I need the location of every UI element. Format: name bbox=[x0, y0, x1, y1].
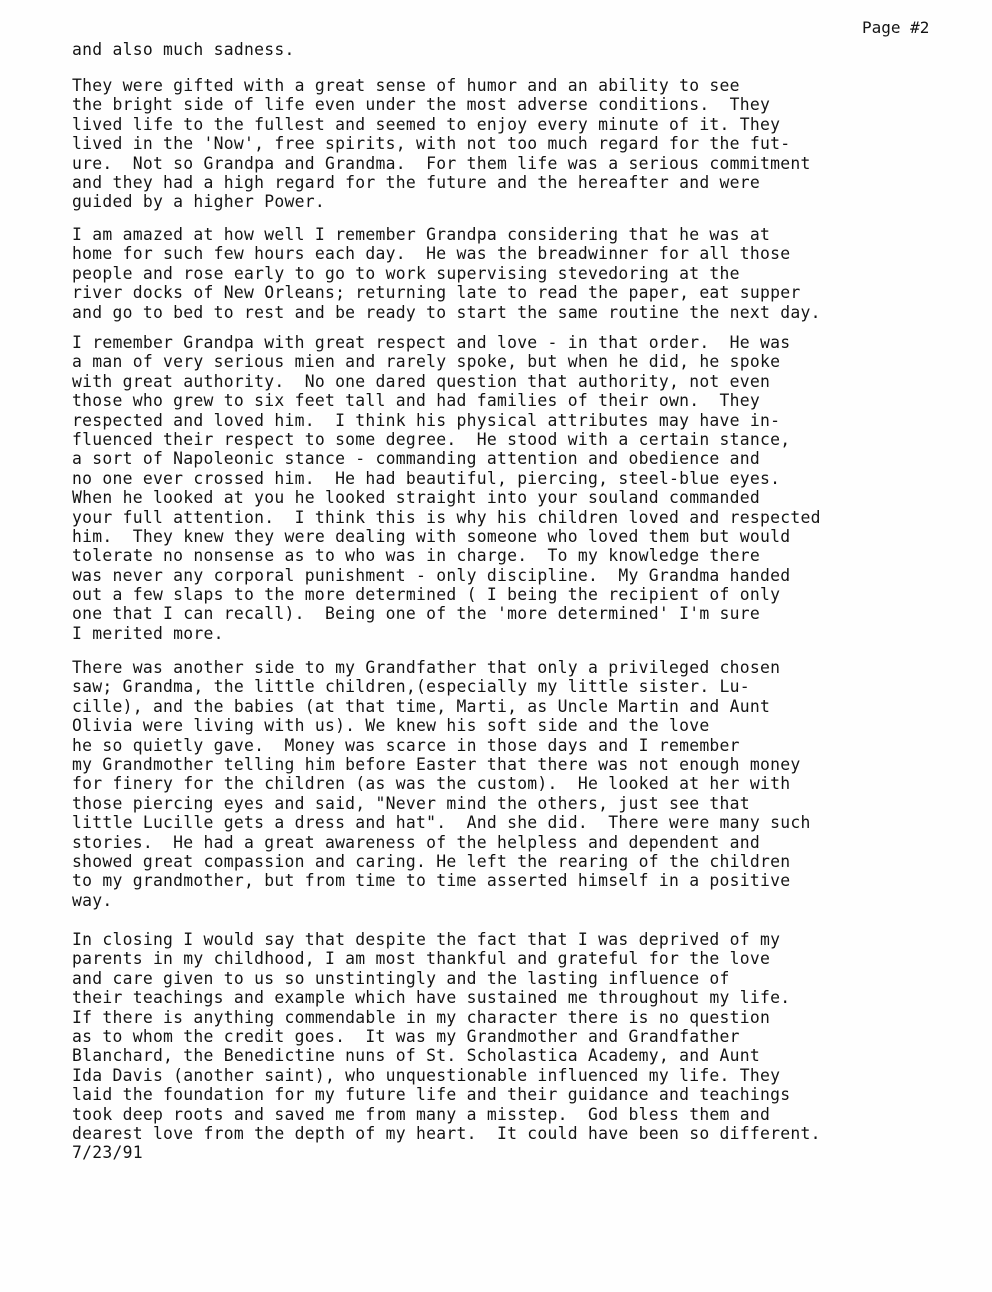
text-line: I merited more. bbox=[72, 623, 224, 643]
page-number: Page #2 bbox=[862, 18, 930, 37]
text-line: for finery for the children (as was the custom). He looked at her with bbox=[72, 774, 791, 794]
text-line: stories. He had a great awareness of the helpless and dependent and bbox=[72, 832, 761, 852]
text-line: the bright side of life even under the most adverse conditions. They bbox=[72, 95, 771, 115]
paragraph-2 bbox=[72, 76, 811, 212]
paragraph-5 bbox=[72, 658, 811, 910]
text-line: respected and loved him. I think his physical attributes may have in- bbox=[72, 410, 781, 430]
text-line: your full attention. I think this is why his children loved and respected bbox=[72, 507, 821, 527]
text-line: I am amazed at how well I remember Grandpa considering that he was at bbox=[72, 225, 771, 244]
text-line: I remember Grandpa with great respect and love - in that order. He was bbox=[72, 333, 791, 352]
text-line: Olivia were living with us). We knew his soft side and the love bbox=[72, 716, 710, 736]
text-line: parents in my childhood, I am most thankful and grateful for the love bbox=[72, 949, 771, 969]
text-line: When he looked at you he looked straight into your souland commanded bbox=[72, 488, 761, 508]
text-line: he so quietly gave. Money was scarce in those days and I remember bbox=[72, 735, 740, 755]
text-line: In closing I would say that despite the fact that I was deprived of my bbox=[72, 930, 781, 949]
text-line: ure. Not so Grandpa and Grandma. For them life was a serious commitment bbox=[72, 153, 811, 173]
text-line: as to whom the credit goes. It was my Grandmother and Grandfather bbox=[72, 1026, 740, 1046]
text-line: those who grew to six feet tall and had families of their own. They bbox=[72, 391, 761, 411]
text-line: little Lucille gets a dress and hat". And she did. There were many such bbox=[72, 813, 811, 833]
paragraph-1 bbox=[72, 40, 295, 59]
paragraph-6 bbox=[72, 930, 821, 1163]
text-line: and they had a high regard for the future and the hereafter and were bbox=[72, 172, 761, 192]
paragraph-4 bbox=[72, 333, 821, 643]
text-line: cille), and the babies (at that time, Marti, as Uncle Martin and Aunt bbox=[72, 696, 771, 716]
text-line: fluenced their respect to some degree. He stood with a certain stance, bbox=[72, 429, 791, 449]
date-line: 7/23/91 bbox=[72, 1143, 143, 1163]
text-line: If there is anything commendable in my character there is no question bbox=[72, 1007, 771, 1027]
text-line: a sort of Napoleonic stance - commanding attention and obedience and bbox=[72, 449, 761, 469]
text-line: and care given to us so unstintingly and the lasting influence of bbox=[72, 968, 730, 988]
text-line: showed great compassion and caring. He left the rearing of the children bbox=[72, 851, 791, 871]
text-line: took deep roots and saved me from many a misstep. God bless them and bbox=[72, 1104, 771, 1124]
text-line: dearest love from the depth of my heart. It could have been so different. bbox=[72, 1123, 821, 1143]
text-line: They were gifted with a great sense of humor and an ability to see bbox=[72, 76, 740, 95]
text-line: my Grandmother telling him before Easter that there was not enough money bbox=[72, 754, 801, 774]
text-line: Ida Davis (another saint), who unquestionable influenced my life. They bbox=[72, 1065, 781, 1085]
text-line: There was another side to my Grandfather that only a privileged chosen bbox=[72, 658, 781, 677]
text-line: one that I can recall). Being one of the 'more determined' I'm sure bbox=[72, 604, 761, 624]
text-line: lived life to the fullest and seemed to enjoy every minute of it. They bbox=[72, 114, 781, 134]
text-line: was never any corporal punishment - only discipline. My Grandma handed bbox=[72, 565, 791, 585]
text-line: laid the foundation for my future life and their guidance and teachings bbox=[72, 1085, 791, 1105]
text-line: guided by a higher Power. bbox=[72, 192, 325, 212]
text-line: tolerate no nonsense as to who was in charge. To my knowledge there bbox=[72, 546, 761, 566]
text-line: saw; Grandma, the little children,(especially my little sister. Lu- bbox=[72, 677, 750, 697]
text-line: lived in the 'Now', free spirits, with not too much regard for the fut- bbox=[72, 134, 791, 154]
text-line: those piercing eyes and said, "Never mind the others, just see that bbox=[72, 793, 750, 813]
text-line: and go to bed to rest and be ready to start the same routine the next day. bbox=[72, 302, 821, 322]
text-line: a man of very serious mien and rarely spoke, but when he did, he spoke bbox=[72, 352, 781, 372]
text-line: to my grandmother, but from time to time asserted himself in a positive bbox=[72, 871, 791, 891]
text-line: him. They knew they were dealing with someone who loved them but would bbox=[72, 526, 791, 546]
text-line: home for such few hours each day. He was the breadwinner for all those bbox=[72, 244, 791, 264]
text-line: way. bbox=[72, 890, 113, 910]
text-line: Blanchard, the Benedictine nuns of St. Scholastica Academy, and Aunt bbox=[72, 1046, 761, 1066]
paragraph-3 bbox=[72, 225, 821, 322]
text-line: people and rose early to go to work supervising stevedoring at the bbox=[72, 263, 740, 283]
text-line: no one ever crossed him. He had beautiful, piercing, steel-blue eyes. bbox=[72, 468, 781, 488]
text-line: out a few slaps to the more determined ( I being the recipient of only bbox=[72, 585, 781, 605]
text-line: river docks of New Orleans; returning late to read the paper, eat supper bbox=[72, 283, 801, 303]
text-line: and also much sadness. bbox=[72, 40, 295, 59]
text-line: with great authority. No one dared question that authority, not even bbox=[72, 371, 771, 391]
text-line: their teachings and example which have sustained me throughout my life. bbox=[72, 988, 791, 1008]
